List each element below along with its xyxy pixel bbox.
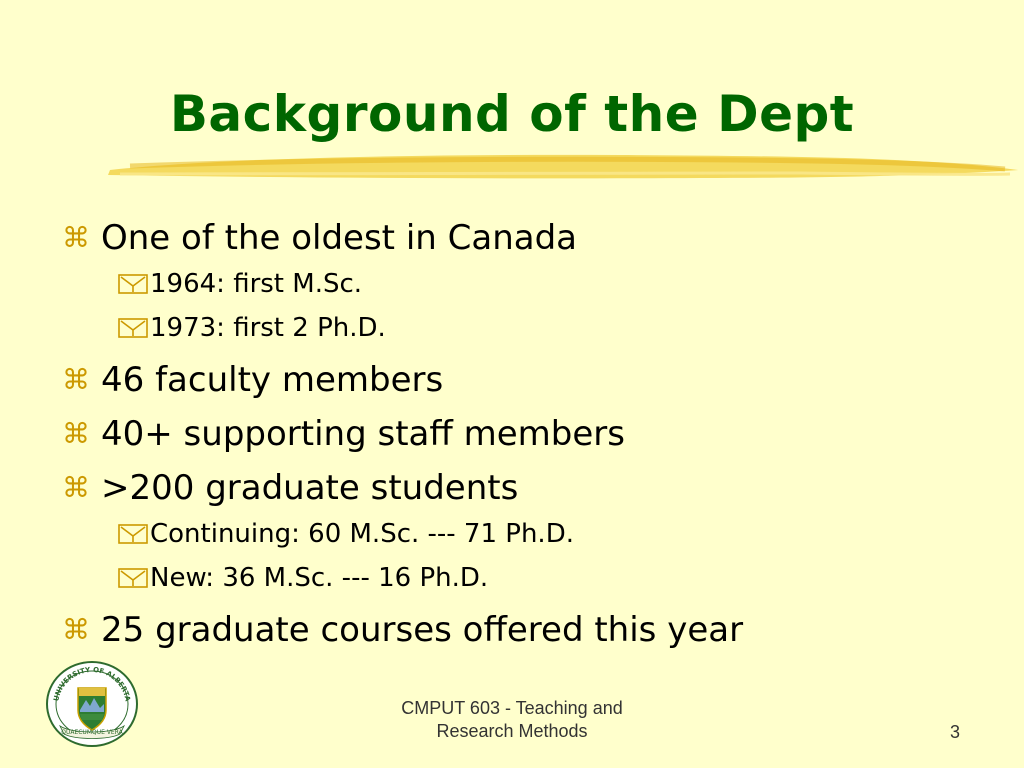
command-bullet-icon: ⌘ <box>62 221 90 254</box>
bullet-text: Continuing: 60 M.Sc. --- 71 Ph.D. <box>150 519 574 549</box>
command-bullet-icon: ⌘ <box>62 363 90 396</box>
command-bullet-icon: ⌘ <box>62 417 90 450</box>
bullet-item <box>62 214 962 262</box>
bullet-text: 25 graduate courses offered this year <box>101 610 744 650</box>
command-bullet-icon: ⌘ <box>62 471 90 504</box>
footer-line-2: Research Methods <box>436 721 588 741</box>
bullet-text: 1973: first 2 Ph.D. <box>150 313 386 343</box>
bullet-item <box>62 606 962 654</box>
brush-stroke-underline <box>100 148 1024 188</box>
bullet-item <box>62 464 962 512</box>
sub-bullet-item <box>62 306 962 350</box>
checkbox-icon <box>118 568 148 588</box>
bullet-text: One of the oldest in Canada <box>101 218 577 258</box>
slide-title: Background of the Dept <box>169 85 855 143</box>
checkbox-icon <box>118 524 148 544</box>
bullet-item <box>62 356 962 404</box>
checkbox-icon <box>118 318 148 338</box>
bullet-item <box>62 410 962 458</box>
sub-bullet-item <box>62 512 962 556</box>
footer-line-1: CMPUT 603 - Teaching and <box>401 698 623 718</box>
svg-text:QUAECUMQUE VERA: QUAECUMQUE VERA <box>61 729 123 736</box>
university-of-alberta-crest-icon <box>44 660 140 748</box>
bullet-text: >200 graduate students <box>101 468 519 508</box>
svg-text:UNIVERSITY OF ALBERTA: UNIVERSITY OF ALBERTA <box>52 665 132 702</box>
bullet-list <box>62 214 962 654</box>
command-bullet-icon: ⌘ <box>62 613 90 646</box>
page-number: 3 <box>949 722 960 742</box>
footer-course-title <box>362 697 662 743</box>
bullet-text: 1964: first M.Sc. <box>150 269 363 299</box>
bullet-text: 46 faculty members <box>101 360 444 400</box>
sub-bullet-item <box>62 556 962 600</box>
bullet-text: 40+ supporting staff members <box>101 414 625 454</box>
checkbox-icon <box>118 274 148 294</box>
sub-bullet-item <box>62 262 962 306</box>
bullet-text: New: 36 M.Sc. --- 16 Ph.D. <box>150 563 489 593</box>
